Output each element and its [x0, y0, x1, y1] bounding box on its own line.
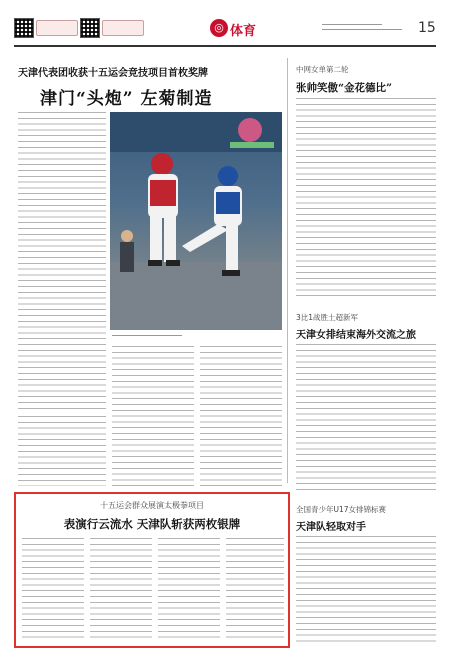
right-kicker-3: 全国青少年U17女排锦标赛	[296, 505, 387, 514]
right-body-2	[296, 344, 436, 492]
highlighted-story-box	[14, 492, 290, 648]
boxed-body-column	[158, 538, 220, 642]
right-headline-1: 张帅笑傲“金花德比”	[296, 82, 393, 94]
right-body-3	[296, 536, 436, 644]
qr-code-icon	[14, 18, 34, 38]
lead-body-column	[112, 346, 194, 486]
newspaper-logo	[36, 20, 78, 36]
right-body-1	[296, 98, 436, 300]
lead-body-column	[200, 346, 282, 486]
boxed-body-column	[90, 538, 152, 642]
edition-info	[322, 22, 410, 36]
column-divider	[287, 58, 288, 483]
lead-headline: 津门“头炮” 左菊制造	[40, 89, 213, 109]
right-headline-3: 天津队轻取对手	[296, 522, 366, 533]
boxed-body-column	[22, 538, 84, 642]
right-kicker-1: 中网女单第二轮	[296, 65, 349, 74]
section-header	[210, 17, 330, 41]
right-headline-2: 天津女排结束海外交流之旅	[296, 330, 416, 341]
boxed-headline: 表演行云流水 天津队斩获两枚银牌	[63, 517, 241, 531]
app-logo	[102, 20, 144, 36]
red-circle-sports-icon: ◎	[210, 19, 228, 37]
qr-code-icon	[80, 18, 100, 38]
header-rule	[14, 45, 436, 47]
boxed-body-column	[226, 538, 284, 642]
lead-body-column	[18, 112, 106, 412]
photo-caption	[112, 333, 282, 336]
athletes-illustration	[110, 112, 282, 330]
section-title: 体育	[230, 24, 257, 39]
page-number: 15	[418, 20, 436, 36]
lead-kicker: 天津代表团收获十五运会竞技项目首枚奖牌	[18, 68, 208, 79]
lead-body-column	[18, 416, 106, 486]
boxed-kicker: 十五运会群众展演太极拳项目	[100, 501, 204, 510]
right-kicker-2: 3比1战胜土超新军	[296, 313, 359, 322]
taekwondo-photo	[110, 112, 282, 330]
